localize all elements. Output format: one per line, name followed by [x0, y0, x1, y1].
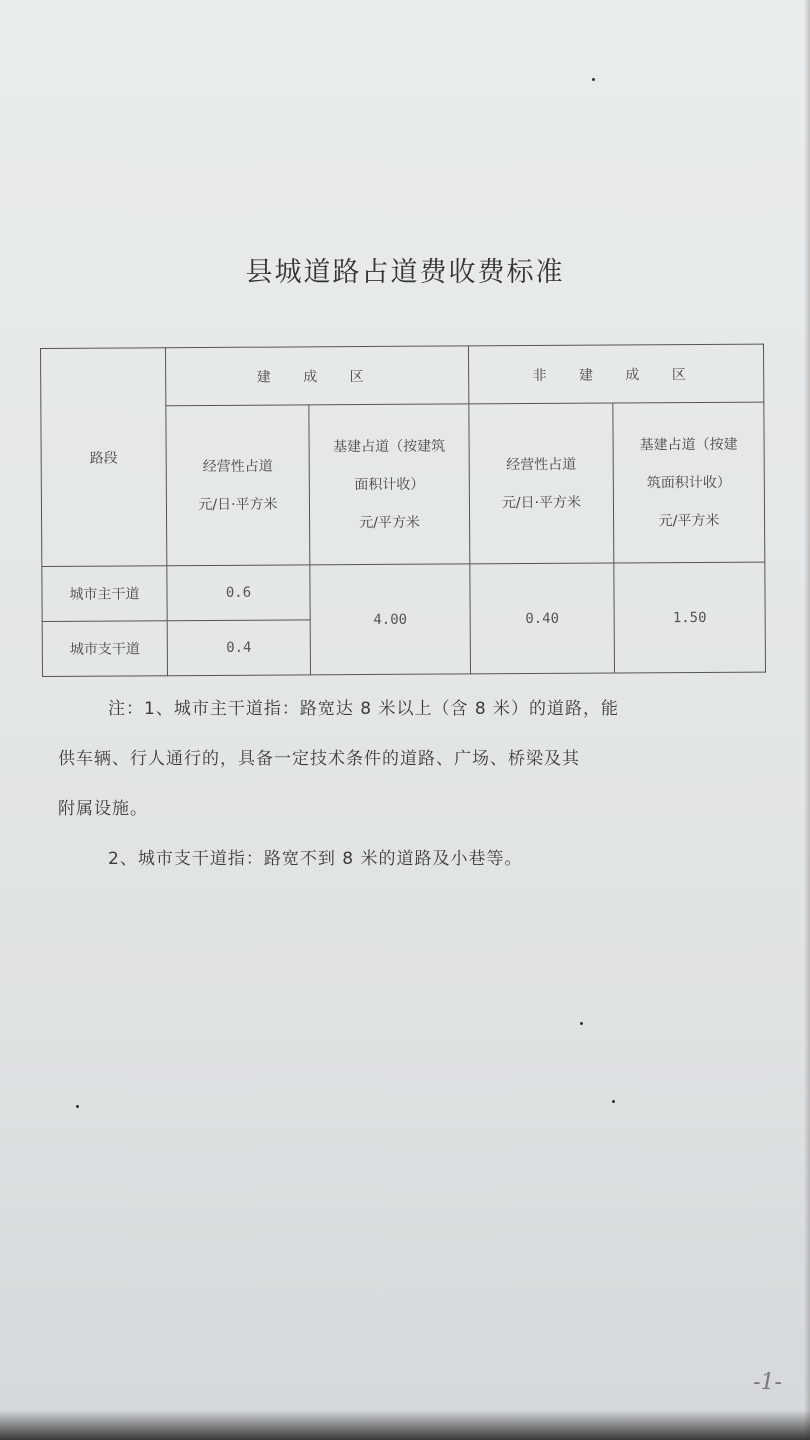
note-1-line-3: 附属设施。 — [58, 799, 148, 819]
built-construction-header-line1: 基建占道（按建筑 — [333, 438, 446, 455]
built-business-header-title: 经营性占道 — [202, 458, 273, 475]
built-construction-header-line2: 面积计收） — [354, 476, 425, 493]
nonbuilt-construction-header-line1: 基建占道（按建 — [639, 436, 738, 453]
built-business-value-main: 0.6 — [167, 565, 310, 621]
note-1-line-2: 供车辆、行人通行的，具备一定技术条件的道路、广场、桥梁及其 — [58, 749, 580, 769]
nonbuilt-construction-header-unit: 元/平方米 — [658, 512, 720, 529]
paper-speck — [76, 1105, 79, 1108]
bottom-shadow — [0, 1410, 810, 1440]
paper-speck — [612, 1100, 615, 1103]
document-title: 县城道路占道费收费标准 — [245, 257, 565, 288]
nonbuilt-construction-value: 1.50 — [614, 562, 766, 673]
built-business-header-unit: 元/日·平方米 — [198, 496, 278, 513]
fee-table — [40, 344, 766, 677]
road-column-header: 路段 — [41, 348, 167, 567]
paper-speck — [580, 1022, 583, 1025]
nonbuilt-zone-header: 非 建 成 区 — [468, 344, 763, 404]
built-construction-value: 4.00 — [310, 564, 471, 675]
table-row — [42, 562, 765, 621]
built-business-value-branch: 0.4 — [167, 620, 310, 676]
road-name-branch: 城市支干道 — [42, 621, 167, 677]
built-construction-header-unit: 元/平方米 — [359, 514, 420, 531]
notes-section — [58, 684, 768, 884]
zone-header-row — [41, 344, 764, 406]
paper-speck — [592, 78, 595, 81]
road-name-main: 城市主干道 — [42, 566, 167, 622]
nonbuilt-construction-header — [613, 402, 765, 563]
nonbuilt-business-header — [469, 403, 614, 564]
built-construction-header — [309, 404, 470, 565]
nonbuilt-business-value: 0.40 — [470, 563, 615, 674]
note-1-line-1: 注：1、城市主干道指：路宽达 8 米以上（含 8 米）的道路，能 — [108, 699, 620, 719]
nonbuilt-business-header-unit: 元/日·平方米 — [501, 494, 582, 511]
nonbuilt-business-header-title: 经营性占道 — [506, 456, 577, 473]
page-edge-shadow — [804, 0, 810, 1440]
nonbuilt-construction-header-line2: 筑面积计收） — [646, 474, 731, 491]
built-business-header — [166, 405, 310, 566]
built-zone-header: 建 成 区 — [166, 346, 469, 406]
page-number: -1- — [753, 1370, 782, 1395]
note-2: 2、城市支干道指：路宽不到 8 米的道路及小巷等。 — [108, 849, 523, 869]
